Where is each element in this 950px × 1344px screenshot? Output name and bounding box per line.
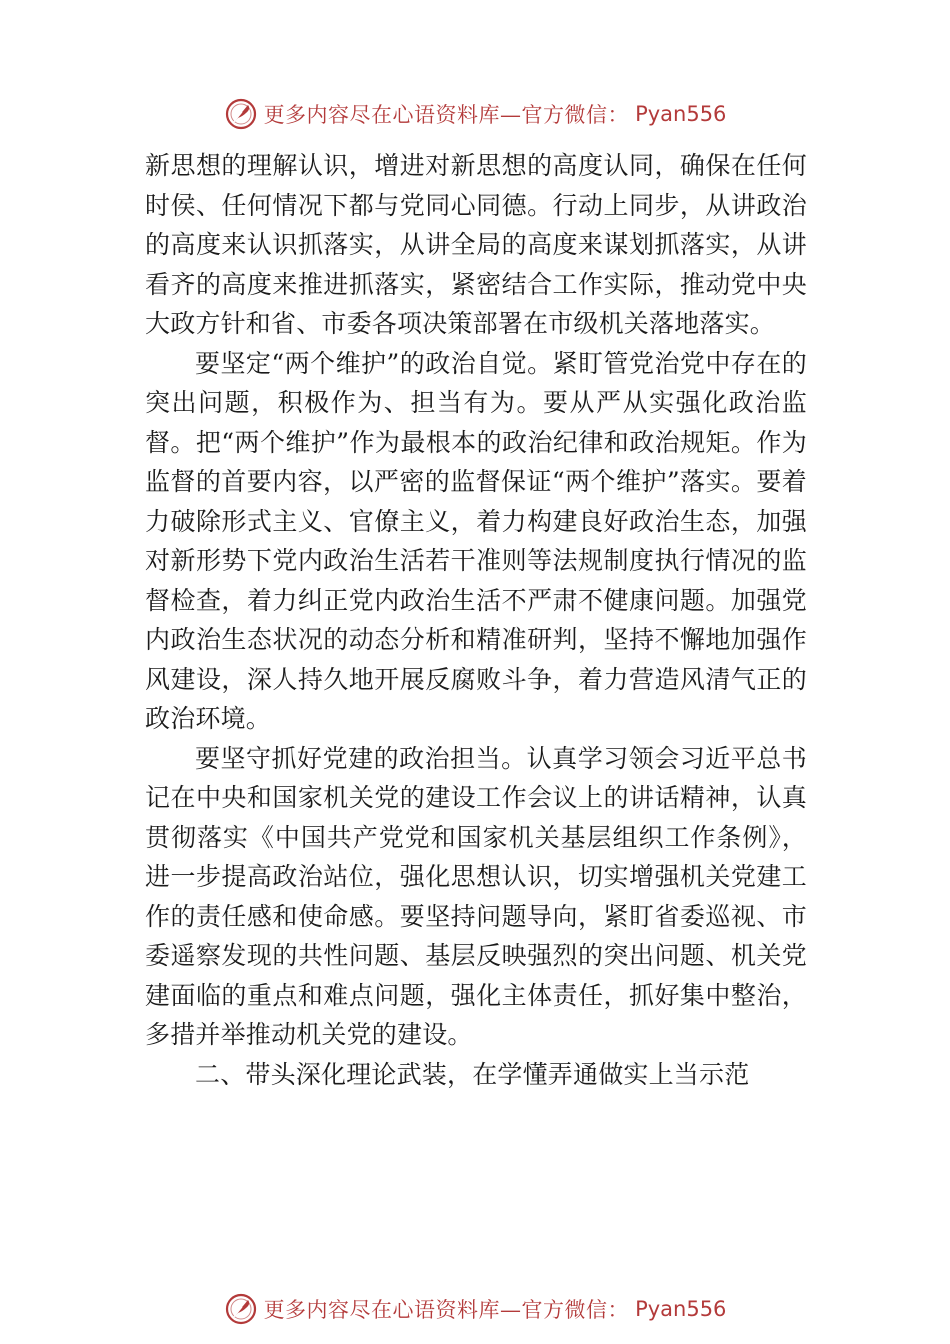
footer-watermark [0, 1287, 950, 1331]
feather-pen-logo-icon [224, 97, 258, 131]
watermark-wechat-id: Pyan556 [635, 1297, 727, 1321]
watermark-wechat-id: Pyan556 [635, 102, 727, 126]
watermark-text: 更多内容尽在心语资料库—官方微信： [263, 1298, 630, 1322]
header-watermark [0, 92, 950, 136]
section-heading: 二、带头深化理论武装，在学懂弄通做实上当示范 [195, 1059, 750, 1089]
paragraph-continuation: 新思想的理解认识，增进对新思想的高度认同，确保在任何时侯、任何情况下都与党同心同德。行动上同步，从讲政治的高度来认识抓落实，从讲全局的高度来谋划抓落实，从讲看齐的高度来推进抓落实，紧密结合工作实际，推动党中央大政方针和省、市委各项决策部署在市级机关落地落实。 [145, 151, 807, 338]
paragraph-two-maintenances: 要坚定“两个维护”的政治自觉。紧盯管党治党中存在的突出问题，积极作为、担当有为。要从严从实强化政治监督。把“两个维护”作为最根本的政治纪律和政治规矩。作为监督的首要内容，以严密的监督保证“两个维护”落实。要着力破除形式主义、官僚主义，着力构建良好政治生态，加强对新形势下党内政治生活若干准则等法规制度执行情况的监督检查，着力纠正党内政治生活不严肃不健康问题。加强党内政治生态状况的动态分析和精准研判，坚持不懈地加强作风建设，深人持久地开展反腐败斗争，着力营造风清气正的政治环境。 [145, 348, 807, 733]
document-body [145, 146, 807, 1094]
paragraph-party-building: 要坚守抓好党建的政治担当。认真学习领会习近平总书记在中央和国家机关党的建设工作会议上的讲话精神，认真贯彻落实《中国共产党党和国家机关基层组织工作条例》，进一步提高政治站位，强化思想认识，切实增强机关党建工作的责任感和使命感。要坚持问题导向，紧盯省委巡视、市委遥察发现的共性问题、基层反映强烈的突出问题、机关党建面临的重点和难点问题，强化主体责任，抓好集中整治，多措并举推动机关党的建设。 [145, 743, 807, 1049]
watermark-text: 更多内容尽在心语资料库—官方微信： [263, 103, 630, 127]
feather-pen-logo-icon [224, 1292, 258, 1326]
